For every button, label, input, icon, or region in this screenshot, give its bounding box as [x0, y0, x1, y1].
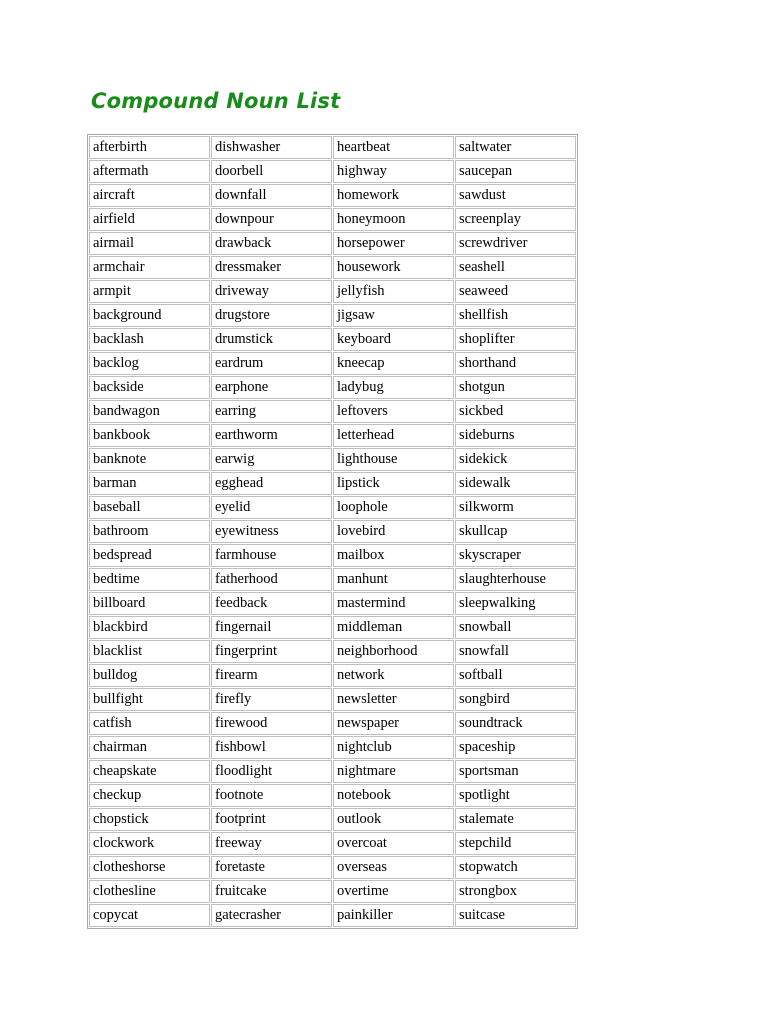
table-cell: softball: [455, 664, 576, 687]
table-cell: earthworm: [211, 424, 332, 447]
table-cell: cheapskate: [89, 760, 210, 783]
table-cell: sideburns: [455, 424, 576, 447]
table-cell: earring: [211, 400, 332, 423]
table-cell: jellyfish: [333, 280, 454, 303]
table-cell: overseas: [333, 856, 454, 879]
table-cell: bankbook: [89, 424, 210, 447]
table-cell: firewood: [211, 712, 332, 735]
table-cell: eardrum: [211, 352, 332, 375]
table-cell: chairman: [89, 736, 210, 759]
table-row: [89, 544, 576, 567]
table-cell: songbird: [455, 688, 576, 711]
table-cell: background: [89, 304, 210, 327]
table-row: [89, 376, 576, 399]
table-row: [89, 904, 576, 927]
table-cell: soundtrack: [455, 712, 576, 735]
table-row: [89, 232, 576, 255]
table-cell: newspaper: [333, 712, 454, 735]
table-cell: afterbirth: [89, 136, 210, 159]
table-cell: firefly: [211, 688, 332, 711]
table-cell: copycat: [89, 904, 210, 927]
table-cell: fingerprint: [211, 640, 332, 663]
table-cell: blackbird: [89, 616, 210, 639]
table-row: [89, 448, 576, 471]
table-cell: sportsman: [455, 760, 576, 783]
table-cell: sickbed: [455, 400, 576, 423]
table-cell: sleepwalking: [455, 592, 576, 615]
table-cell: spaceship: [455, 736, 576, 759]
table-cell: homework: [333, 184, 454, 207]
table-cell: shorthand: [455, 352, 576, 375]
table-cell: stepchild: [455, 832, 576, 855]
table-cell: highway: [333, 160, 454, 183]
table-cell: drawback: [211, 232, 332, 255]
table-cell: overtime: [333, 880, 454, 903]
table-cell: egghead: [211, 472, 332, 495]
table-cell: leftovers: [333, 400, 454, 423]
table-cell: middleman: [333, 616, 454, 639]
table-cell: clockwork: [89, 832, 210, 855]
table-cell: fatherhood: [211, 568, 332, 591]
table-cell: earwig: [211, 448, 332, 471]
table-cell: backlash: [89, 328, 210, 351]
table-cell: keyboard: [333, 328, 454, 351]
table-row: [89, 688, 576, 711]
table-cell: sidewalk: [455, 472, 576, 495]
table-cell: bedtime: [89, 568, 210, 591]
table-cell: mailbox: [333, 544, 454, 567]
table-cell: seashell: [455, 256, 576, 279]
table-cell: clotheshorse: [89, 856, 210, 879]
table-cell: sidekick: [455, 448, 576, 471]
table-cell: mastermind: [333, 592, 454, 615]
table-row: [89, 328, 576, 351]
page-title: Compound Noun List: [91, 89, 341, 113]
table-cell: farmhouse: [211, 544, 332, 567]
table-cell: armchair: [89, 256, 210, 279]
table-cell: housework: [333, 256, 454, 279]
table-cell: letterhead: [333, 424, 454, 447]
table-cell: nightmare: [333, 760, 454, 783]
table-cell: backside: [89, 376, 210, 399]
table-cell: airfield: [89, 208, 210, 231]
table-cell: aircraft: [89, 184, 210, 207]
table-cell: screenplay: [455, 208, 576, 231]
table-cell: driveway: [211, 280, 332, 303]
table-row: [89, 664, 576, 687]
table-row: [89, 616, 576, 639]
table-row: [89, 280, 576, 303]
table-cell: skullcap: [455, 520, 576, 543]
table-row: [89, 424, 576, 447]
table-cell: fingernail: [211, 616, 332, 639]
table-row: [89, 352, 576, 375]
table-cell: kneecap: [333, 352, 454, 375]
table-row: [89, 784, 576, 807]
table-cell: baseball: [89, 496, 210, 519]
table-cell: catfish: [89, 712, 210, 735]
table-row: [89, 808, 576, 831]
table-cell: downfall: [211, 184, 332, 207]
table-cell: saltwater: [455, 136, 576, 159]
table-cell: heartbeat: [333, 136, 454, 159]
table-cell: horsepower: [333, 232, 454, 255]
table-row: [89, 184, 576, 207]
table-cell: outlook: [333, 808, 454, 831]
table-row: [89, 496, 576, 519]
table-cell: skyscraper: [455, 544, 576, 567]
table-cell: shotgun: [455, 376, 576, 399]
table-row: [89, 592, 576, 615]
table-cell: freeway: [211, 832, 332, 855]
table-cell: lipstick: [333, 472, 454, 495]
table-cell: dishwasher: [211, 136, 332, 159]
table-cell: painkiller: [333, 904, 454, 927]
table-row: [89, 160, 576, 183]
table-cell: barman: [89, 472, 210, 495]
table-row: [89, 856, 576, 879]
table-cell: airmail: [89, 232, 210, 255]
table-cell: neighborhood: [333, 640, 454, 663]
table-cell: footnote: [211, 784, 332, 807]
table-cell: earphone: [211, 376, 332, 399]
table-cell: spotlight: [455, 784, 576, 807]
table-row: [89, 832, 576, 855]
table-row: [89, 568, 576, 591]
table-row: [89, 520, 576, 543]
table-cell: bulldog: [89, 664, 210, 687]
table-cell: stopwatch: [455, 856, 576, 879]
table-cell: lighthouse: [333, 448, 454, 471]
table-cell: drumstick: [211, 328, 332, 351]
table-cell: nightclub: [333, 736, 454, 759]
table-row: [89, 472, 576, 495]
table-cell: snowfall: [455, 640, 576, 663]
table-cell: dressmaker: [211, 256, 332, 279]
table-body: [89, 136, 576, 927]
table-cell: saucepan: [455, 160, 576, 183]
table-cell: bathroom: [89, 520, 210, 543]
table-row: [89, 736, 576, 759]
table-cell: downpour: [211, 208, 332, 231]
table-cell: firearm: [211, 664, 332, 687]
table-cell: bedspread: [89, 544, 210, 567]
table-row: [89, 256, 576, 279]
table-cell: fishbowl: [211, 736, 332, 759]
table-row: [89, 304, 576, 327]
table-cell: jigsaw: [333, 304, 454, 327]
table-row: [89, 640, 576, 663]
table-cell: network: [333, 664, 454, 687]
table-cell: notebook: [333, 784, 454, 807]
table-cell: bandwagon: [89, 400, 210, 423]
table-cell: loophole: [333, 496, 454, 519]
table-cell: snowball: [455, 616, 576, 639]
compound-noun-table: [87, 134, 578, 929]
table-cell: armpit: [89, 280, 210, 303]
table-cell: sawdust: [455, 184, 576, 207]
table-cell: blacklist: [89, 640, 210, 663]
table-row: [89, 208, 576, 231]
table-cell: gatecrasher: [211, 904, 332, 927]
table-cell: manhunt: [333, 568, 454, 591]
table-cell: checkup: [89, 784, 210, 807]
table-cell: overcoat: [333, 832, 454, 855]
table-cell: newsletter: [333, 688, 454, 711]
table-cell: screwdriver: [455, 232, 576, 255]
table-cell: clothesline: [89, 880, 210, 903]
table-cell: suitcase: [455, 904, 576, 927]
table-cell: ladybug: [333, 376, 454, 399]
table-row: [89, 880, 576, 903]
table-cell: strongbox: [455, 880, 576, 903]
table-row: [89, 400, 576, 423]
table-cell: lovebird: [333, 520, 454, 543]
table-cell: stalemate: [455, 808, 576, 831]
table-cell: banknote: [89, 448, 210, 471]
table-cell: seaweed: [455, 280, 576, 303]
table-row: [89, 712, 576, 735]
table-row: [89, 136, 576, 159]
table-cell: silkworm: [455, 496, 576, 519]
table-row: [89, 760, 576, 783]
table-cell: doorbell: [211, 160, 332, 183]
table-cell: drugstore: [211, 304, 332, 327]
table-cell: honeymoon: [333, 208, 454, 231]
table-cell: bullfight: [89, 688, 210, 711]
table-cell: feedback: [211, 592, 332, 615]
table-cell: aftermath: [89, 160, 210, 183]
table-cell: shellfish: [455, 304, 576, 327]
table-cell: eyewitness: [211, 520, 332, 543]
table-cell: foretaste: [211, 856, 332, 879]
table-cell: footprint: [211, 808, 332, 831]
table-cell: floodlight: [211, 760, 332, 783]
table-cell: backlog: [89, 352, 210, 375]
table-cell: fruitcake: [211, 880, 332, 903]
table-cell: eyelid: [211, 496, 332, 519]
table-cell: shoplifter: [455, 328, 576, 351]
table-cell: slaughterhouse: [455, 568, 576, 591]
table-cell: chopstick: [89, 808, 210, 831]
table-cell: billboard: [89, 592, 210, 615]
